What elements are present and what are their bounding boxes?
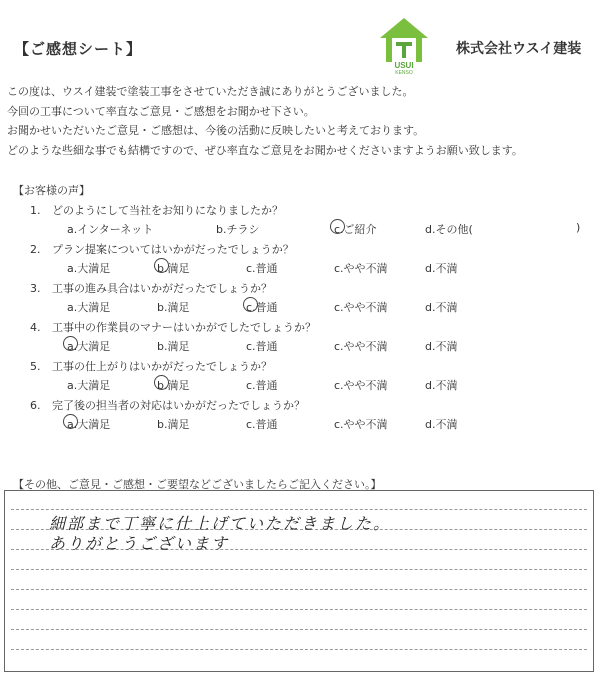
option[interactable]: d.不満 bbox=[425, 340, 458, 353]
ruled-line bbox=[11, 609, 587, 610]
question-number: 6. bbox=[30, 399, 41, 412]
ruled-line bbox=[11, 629, 587, 630]
option-selected[interactable]: b.満足 bbox=[157, 379, 190, 392]
intro-line: 今回の工事について率直なご意見・ご感想をお聞かせ下さい。 bbox=[7, 104, 315, 118]
option[interactable]: d.不満 bbox=[425, 379, 458, 392]
question-number: 1. bbox=[30, 204, 41, 217]
option-selected[interactable]: c.ご紹介 bbox=[334, 223, 377, 236]
option[interactable]: c.普通 bbox=[246, 418, 278, 431]
comment-box[interactable] bbox=[4, 490, 594, 672]
question-text: 完了後の担当者の対応はいかがだったでしょうか？ bbox=[52, 399, 305, 412]
question-4 bbox=[30, 319, 316, 335]
intro-line: この度は、ウスイ建装で塗装工事をさせていただき誠にありがとうございました。 bbox=[7, 85, 414, 98]
option[interactable]: b.チラシ bbox=[216, 223, 260, 236]
svg-text:USUI: USUI bbox=[394, 61, 414, 70]
option[interactable]: c.やや不満 bbox=[334, 301, 388, 314]
option[interactable]: d.その他( bbox=[425, 223, 473, 236]
question-text: プラン提案についてはいかがだったでしょうか？ bbox=[52, 243, 294, 256]
ruled-line bbox=[11, 569, 587, 570]
option[interactable]: a.大満足 bbox=[67, 379, 111, 392]
option-selected[interactable]: a.大満足 bbox=[67, 340, 111, 353]
option-selected[interactable]: c.普通 bbox=[246, 301, 278, 314]
option[interactable]: c.普通 bbox=[246, 340, 278, 353]
question-1 bbox=[30, 202, 283, 218]
ruled-line bbox=[11, 589, 587, 590]
intro-line: お聞かせいただいたご意見・ご感想は、今後の活動に反映したいと考えております。 bbox=[7, 124, 425, 137]
option[interactable]: a.大満足 bbox=[67, 262, 111, 275]
option[interactable]: d.不満 bbox=[425, 262, 458, 275]
question-number: 4. bbox=[30, 321, 41, 334]
question-text: 工事中の作業員のマナーはいかがでしたでしょうか？ bbox=[52, 321, 316, 334]
option[interactable]: c.普通 bbox=[246, 379, 278, 392]
question-number: 5. bbox=[30, 360, 41, 373]
intro-line: どのような些細な事でも結構ですので、ぜひ率直なご意見をお聞かせくださいますようお願い致します。 bbox=[7, 143, 523, 157]
option[interactable]: c.やや不満 bbox=[334, 262, 388, 275]
svg-text:KENSO: KENSO bbox=[395, 70, 413, 74]
option[interactable]: a.大満足 bbox=[67, 301, 111, 314]
option[interactable]: d.不満 bbox=[425, 301, 458, 314]
voice-heading: 【お客様の声】 bbox=[13, 184, 90, 197]
question-text: 工事の進み具合はいかがだったでしょうか？ bbox=[52, 282, 272, 295]
question-6 bbox=[30, 397, 305, 413]
option[interactable]: d.不満 bbox=[425, 418, 458, 431]
question-number: 2. bbox=[30, 243, 41, 256]
option[interactable]: a.インターネット bbox=[67, 223, 154, 236]
question-5 bbox=[30, 358, 272, 374]
option[interactable]: c.やや不満 bbox=[334, 418, 388, 431]
ruled-line bbox=[11, 509, 587, 510]
question-number: 3. bbox=[30, 282, 41, 295]
option-selected[interactable]: a.大満足 bbox=[67, 418, 111, 431]
question-text: どのようにして当社をお知りになりましたか？ bbox=[52, 204, 283, 217]
option[interactable]: b.満足 bbox=[157, 301, 190, 314]
handwritten-comment-line: ありがとうございます bbox=[49, 534, 230, 553]
company-name: 株式会社ウスイ建装 bbox=[456, 41, 582, 57]
handwritten-comment-line: 細部まで丁寧に仕上げていただきました。 bbox=[49, 514, 392, 533]
option-selected[interactable]: b.満足 bbox=[157, 262, 190, 275]
question-2 bbox=[30, 241, 294, 257]
company-logo bbox=[378, 16, 430, 74]
option-close-paren: ) bbox=[576, 221, 581, 234]
option[interactable]: c.やや不満 bbox=[334, 340, 388, 353]
option[interactable]: c.やや不満 bbox=[334, 379, 388, 392]
intro-text bbox=[7, 82, 523, 160]
option[interactable]: c.普通 bbox=[246, 262, 278, 275]
page-title: 【ご感想シート】 bbox=[14, 40, 143, 58]
question-text: 工事の仕上がりはいかがだったでしょうか？ bbox=[52, 360, 272, 373]
option[interactable]: b.満足 bbox=[157, 340, 190, 353]
ruled-line bbox=[11, 649, 587, 650]
question-3 bbox=[30, 280, 272, 296]
comment-heading: 【その他、ご意見・ご感想・ご要望などございましたらご記入ください。】 bbox=[13, 478, 382, 491]
option[interactable]: b.満足 bbox=[157, 418, 190, 431]
